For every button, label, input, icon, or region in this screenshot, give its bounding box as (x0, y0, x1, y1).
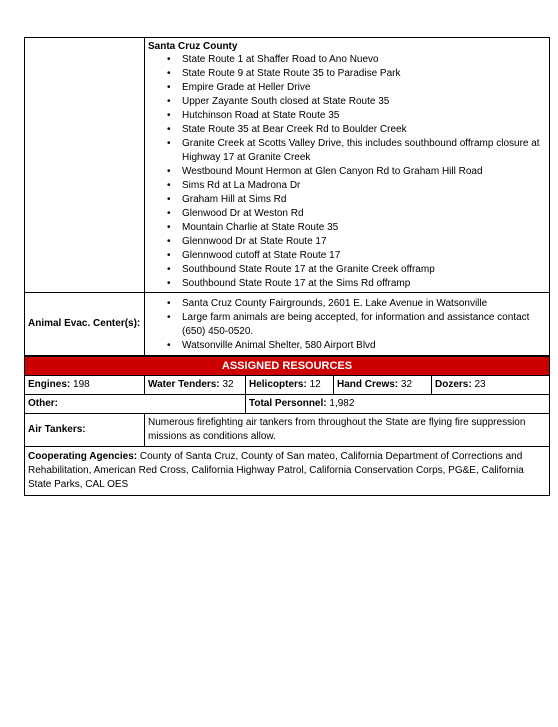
dozers-value: 23 (474, 379, 486, 390)
total-personnel-value: 1,982 (329, 398, 355, 409)
total-personnel-cell (246, 395, 550, 414)
animal-evac-label: Animal Evac. Center(s): (25, 293, 145, 356)
incident-report (24, 37, 549, 496)
water-tenders-value: 32 (222, 379, 234, 390)
list-item: • Southbound State Route 17 at the Granite Creek offramp (182, 263, 546, 277)
hand-crews-value: 32 (400, 379, 413, 390)
hand-crews-cell (334, 376, 432, 395)
helicopters-value: 12 (309, 379, 321, 390)
dozers-cell (432, 376, 550, 395)
engines-cell (25, 376, 145, 395)
list-item: • Graham Hill at Sims Rd (182, 193, 546, 207)
helicopters-label: Helicopters: (249, 379, 307, 390)
animal-evac-list (148, 297, 546, 353)
animal-evac-row (25, 293, 550, 356)
resources-table (24, 356, 550, 496)
list-item: • Santa Cruz County Fairgrounds, 2601 E. Lake Avenue in Watsonville (182, 297, 546, 311)
resource-counts-row (25, 376, 550, 395)
list-item: • Southbound State Route 17 at the Sims Rd offramp (182, 277, 546, 291)
closures-evac-table (24, 37, 550, 356)
animal-evac-cell (145, 293, 550, 356)
list-item: • Granite Creek at Scotts Valley Drive, this includes southbound offramp closure at Highway 17 at Granite Creek (182, 137, 546, 165)
other-personnel-row (25, 395, 550, 414)
dozers-label: Dozers: (435, 379, 472, 390)
county-title: Santa Cruz County (148, 41, 238, 52)
engines-label: Engines: (28, 379, 71, 390)
road-closures-row (25, 38, 550, 293)
air-tankers-text: Numerous firefighting air tankers from throughout the State are flying fire suppression missions as conditions allow. (145, 414, 550, 447)
list-item: • State Route 9 at State Route 35 to Paradise Park (182, 67, 546, 81)
engines-value: 198 (73, 379, 90, 390)
cooperating-agencies-label: Cooperating Agencies: (28, 451, 138, 462)
list-item: • Hutchinson Road at State Route 35 (182, 109, 546, 123)
list-item: • Upper Zayante South closed at State Route 35 (182, 95, 546, 109)
assigned-resources-banner (25, 357, 550, 376)
list-item: • Sims Rd at La Madrona Dr (182, 179, 546, 193)
list-item: • Glenwood Dr at Weston Rd (182, 207, 546, 221)
list-item: • Westbound Mount Hermon at Glen Canyon Rd to Graham Hill Road (182, 165, 546, 179)
list-item: • Empire Grade at Heller Drive (182, 81, 546, 95)
list-item: • Large farm animals are being accepted, for information and assistance contact (650) 450-0520. (182, 311, 546, 339)
air-tankers-row (25, 414, 550, 447)
list-item: • Watsonville Animal Shelter, 580 Airport Blvd (182, 339, 546, 353)
helicopters-cell (246, 376, 334, 395)
section-title: ASSIGNED RESOURCES (25, 357, 550, 376)
cooperating-agencies-text: County of Santa Cruz, County of San mateo, California Department of Corrections and Rehabilitation, American Red Cross, California Highway Patrol, California Conservation Corps, PG&E, California State Parks, CAL OES (28, 451, 524, 490)
other-cell (25, 395, 246, 414)
air-tankers-label: Air Tankers: (25, 414, 145, 447)
hand-crews-label: Hand Crews: (337, 379, 399, 390)
list-item: • Glennwood cutoff at State Route 17 (182, 249, 546, 263)
other-label: Other: (28, 398, 58, 409)
water-tenders-label: Water Tenders: (148, 379, 220, 390)
road-closures-cell (145, 38, 550, 293)
cooperating-agencies-row (25, 447, 550, 496)
road-closures-label-cell (25, 38, 145, 293)
road-closures-list (148, 53, 546, 291)
list-item: • State Route 1 at Shaffer Road to Ano Nuevo (182, 53, 546, 67)
total-personnel-label: Total Personnel: (249, 398, 327, 409)
cooperating-agencies-cell (25, 447, 550, 496)
list-item: • Mountain Charlie at State Route 35 (182, 221, 546, 235)
list-item: • Glennwood Dr at State Route 17 (182, 235, 546, 249)
list-item: • State Route 35 at Bear Creek Rd to Boulder Creek (182, 123, 546, 137)
water-tenders-cell (145, 376, 246, 395)
